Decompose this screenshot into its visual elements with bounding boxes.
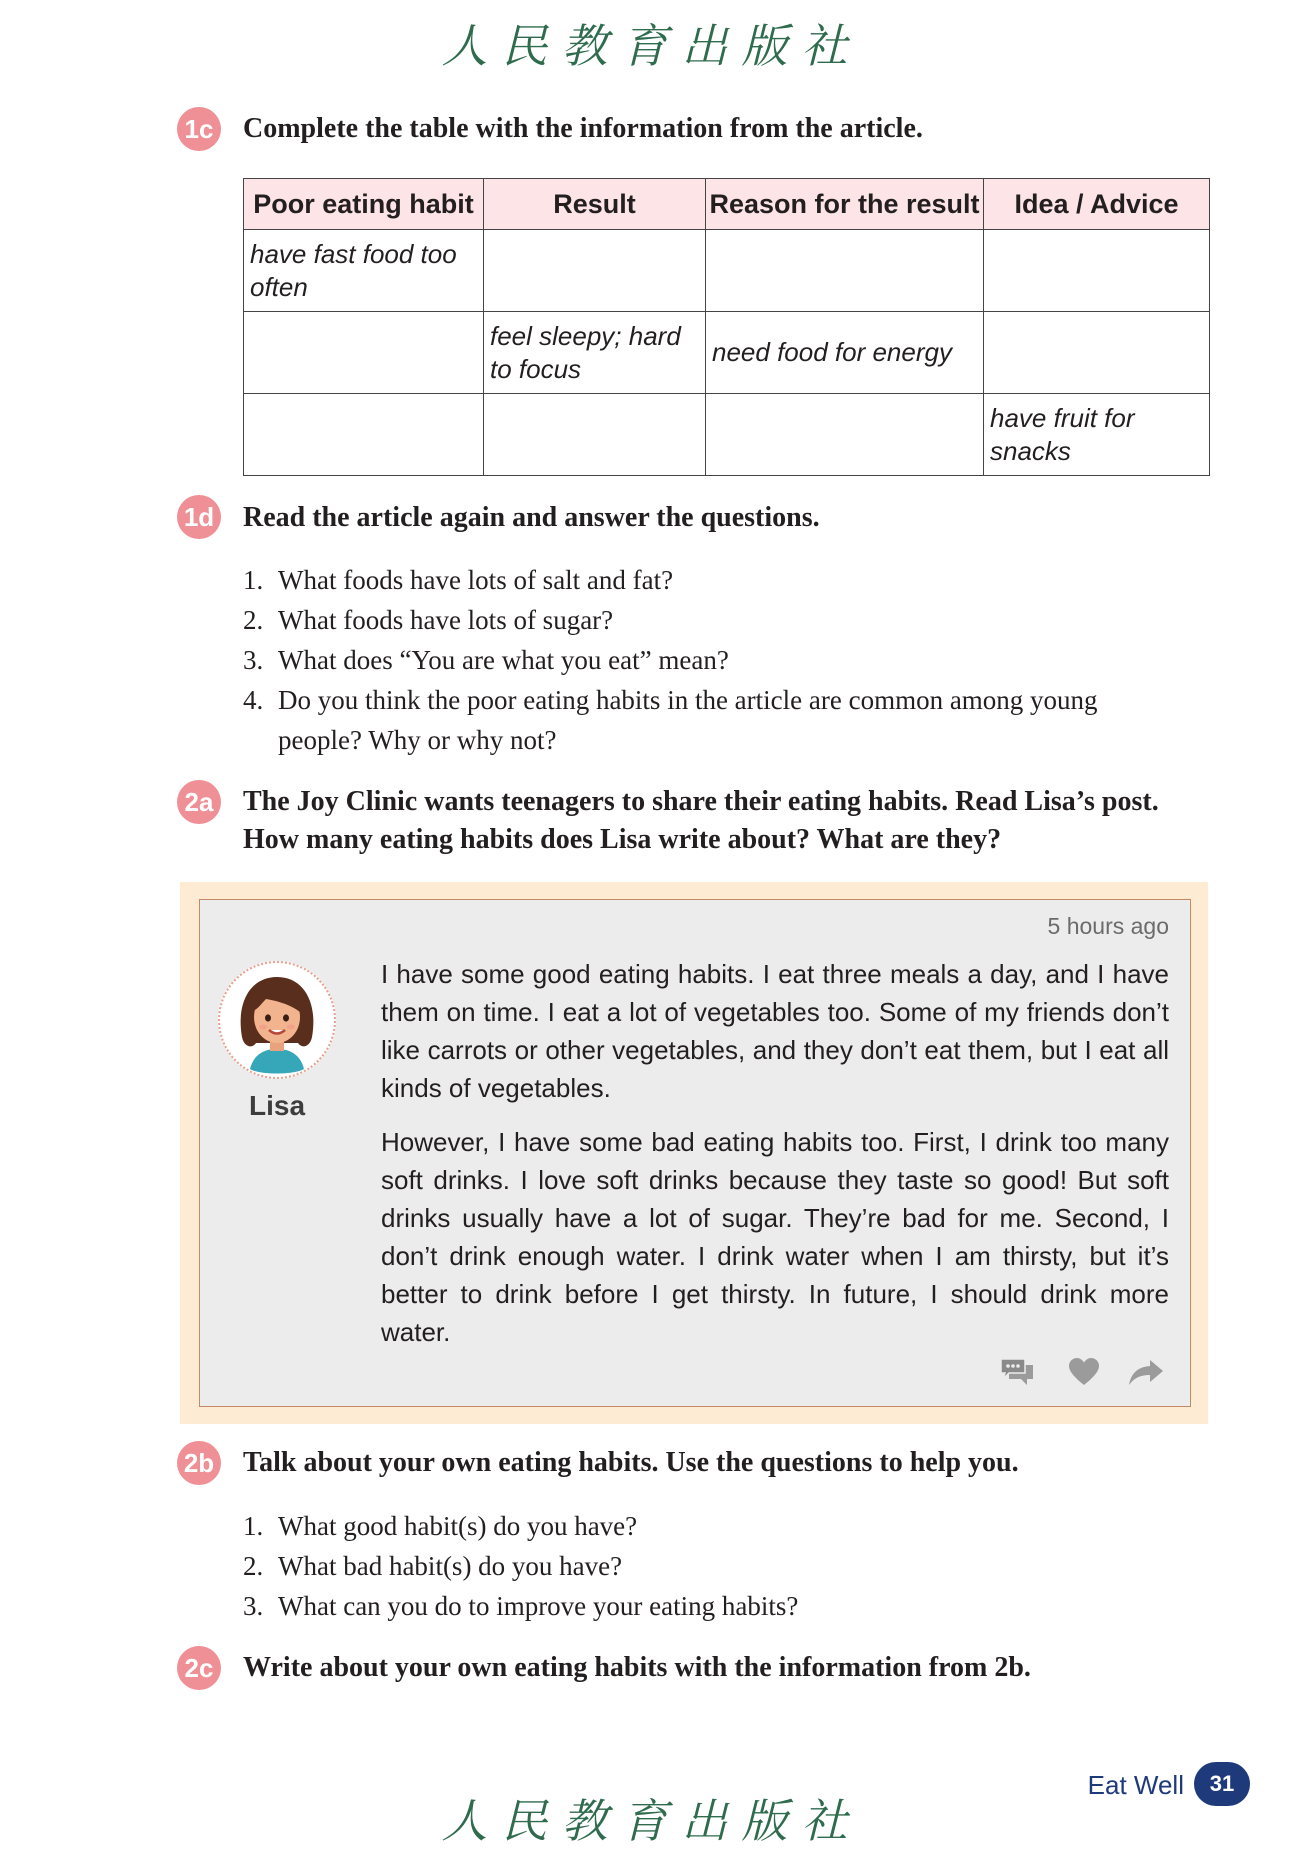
question-text-continued: people? Why or why not? (278, 725, 557, 755)
section-2b-instruction: Talk about your own eating habits. Use the questions to help you. (243, 1447, 1019, 1478)
question-text: What can you do to improve your eating habits? (278, 1591, 799, 1621)
avatar-girl-icon (220, 963, 334, 1077)
question-number: 4. (243, 685, 264, 715)
section-badge-2a: 2a (177, 780, 221, 824)
question-number: 2. (243, 1551, 264, 1581)
table-header: Reason for the result (706, 179, 984, 230)
section-2a-instruction-line2: How many eating habits does Lisa write about? What are they? (243, 824, 1002, 855)
question-number: 1. (243, 1511, 264, 1541)
table-cell[interactable] (984, 312, 1210, 394)
table-cell[interactable] (984, 230, 1210, 312)
section-1d-instruction: Read the article again and answer the questions. (243, 502, 820, 533)
table-cell[interactable] (484, 394, 706, 476)
table-cell[interactable]: have fast food too often (244, 230, 484, 312)
section-2a-instruction-line1: The Joy Clinic wants teenagers to share their eating habits. Read Lisa’s post. (243, 786, 1159, 817)
heart-icon[interactable] (1068, 1357, 1100, 1387)
publisher-logo-footer: 人民教育出版社 (441, 1794, 862, 1848)
section-badge-2b: 2b (177, 1441, 221, 1485)
question-number: 3. (243, 645, 264, 675)
avatar (218, 961, 336, 1079)
question-text: What bad habit(s) do you have? (278, 1551, 623, 1581)
habits-table (243, 178, 1210, 476)
section-badge-2c: 2c (177, 1646, 221, 1690)
table-row (244, 312, 1210, 394)
post-timestamp: 5 hours ago (1047, 913, 1169, 939)
section-badge-1d: 1d (177, 495, 221, 539)
table-cell[interactable]: feel sleepy; hard to focus (484, 312, 706, 394)
table-row (244, 230, 1210, 312)
table-header-row (244, 179, 1210, 230)
table-cell[interactable] (244, 394, 484, 476)
comment-icon[interactable] (999, 1357, 1035, 1387)
unit-title: Eat Well (1087, 1770, 1184, 1800)
table-cell[interactable] (244, 312, 484, 394)
table-row (244, 394, 1210, 476)
table-cell[interactable] (484, 230, 706, 312)
table-cell[interactable] (706, 394, 984, 476)
question-number: 3. (243, 1591, 264, 1621)
section-1c-instruction: Complete the table with the information from the article. (243, 113, 923, 144)
question-text: What foods have lots of salt and fat? (278, 565, 674, 595)
question-text: Do you think the poor eating habits in the article are common among young (278, 685, 1098, 715)
share-icon[interactable] (1128, 1358, 1164, 1386)
question-number: 2. (243, 605, 264, 635)
table-header: Poor eating habit (244, 179, 484, 230)
page-number: 31 (1194, 1762, 1250, 1806)
table-header: Result (484, 179, 706, 230)
section-badge-1c: 1c (177, 107, 221, 151)
question-text: What good habit(s) do you have? (278, 1511, 638, 1541)
table-cell[interactable]: need food for energy (706, 312, 984, 394)
table-cell[interactable] (706, 230, 984, 312)
publisher-logo: 人民教育出版社 (441, 19, 862, 73)
question-text: What foods have lots of sugar? (278, 605, 614, 635)
section-2c-instruction: Write about your own eating habits with the information from 2b. (243, 1652, 1031, 1683)
question-number: 1. (243, 565, 264, 595)
question-text: What does “You are what you eat” mean? (278, 645, 729, 675)
post-paragraph-1: I have some good eating habits. I eat three meals a day, and I have them on time. I eat a lot of vegetables too. Some of my friends don’t like carrots or other vegetables, and they don’t eat them, but I eat all kinds of vegetables. (381, 959, 1169, 1103)
table-cell[interactable]: have fruit for snacks (984, 394, 1210, 476)
post-paragraph-2: However, I have some bad eating habits too. First, I drink too many soft drinks. I love soft drinks because they taste so good! But soft drinks usually have a lot of sugar. They’re bad for me. Second, I don’t drink enough water. I drink water when I am thirsty, but it’s better to drink before I get thirsty. In future, I should drink more water. (381, 1127, 1169, 1347)
post-author-name: Lisa (248, 1090, 306, 1121)
table-header: Idea / Advice (984, 179, 1210, 230)
